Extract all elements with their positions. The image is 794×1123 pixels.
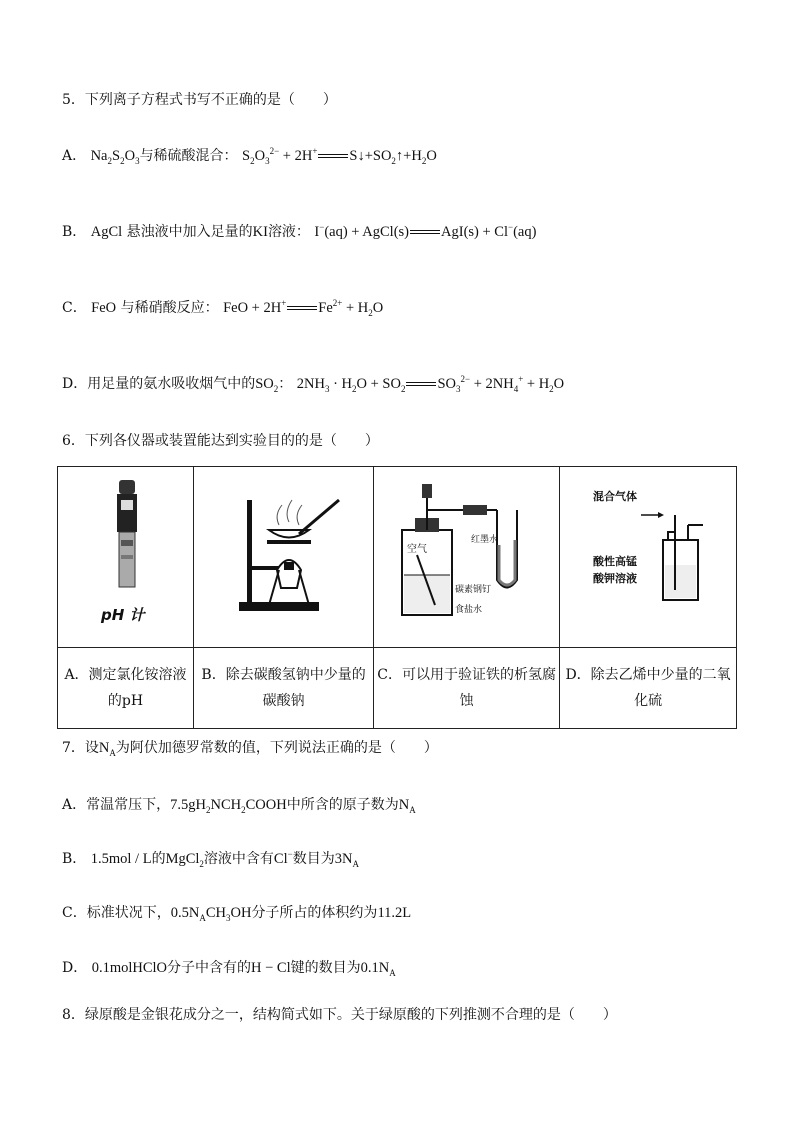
ph-meter-label: pH 计: [100, 606, 145, 624]
option-c-caption[interactable]: C．可以用于验证铁的析氢腐 蚀: [374, 648, 560, 729]
q7-option-c[interactable]: C．标准状况下，$0.5N_ACH_3OH$分子所占的体积约为11.2L: [62, 905, 412, 923]
ph-meter-image: [61, 470, 191, 640]
gas-wash-cell: [560, 467, 737, 648]
q5-stem: 5．下列离子方程式书写不正确的是（ ）: [62, 92, 337, 108]
steel-nail-label: 碳素钢钉: [454, 585, 491, 595]
evaporation-dish-image: [199, 470, 369, 640]
q7-option-d[interactable]: D． 0.1molHClO分子中含有的H − Cl键的数目为$0.1N_A$: [62, 960, 396, 978]
kmno4-label-1: 酸性高锰: [593, 555, 638, 568]
q7-stem: 7．设$N_A$为阿伏加德罗常数的值，下列说法正确的是（ ）: [62, 740, 438, 758]
salt-water-label: 食盐水: [454, 605, 482, 615]
gas-washing-bottle-image: [563, 470, 733, 640]
q6-stem: 6．下列各仪器或装置能达到实验目的的是（ ）: [62, 433, 379, 449]
q7-option-a[interactable]: A．常温常压下，$7.5gH_2NCH_2COOH$中所含的原子数为$N_A$: [62, 797, 416, 815]
corrosion-apparatus-image: [377, 470, 557, 640]
apparatus-table: [57, 466, 737, 729]
option-a-caption[interactable]: A．测定氯化铵溶液 的pH: [58, 648, 194, 729]
evaporation-cell: [194, 467, 374, 648]
ph-meter-cell: [58, 467, 194, 648]
q5-option-b[interactable]: B． AgCl 悬浊液中加入足量的KI溶液： I−(aq) + AgCl(s) AgI(s) + Cl−(aq): [62, 222, 537, 240]
option-b-caption[interactable]: B．除去碳酸氢钠中少量的 碳酸钠: [194, 648, 374, 729]
option-d-caption[interactable]: D．除去乙烯中少量的二氧 化硫: [560, 648, 737, 729]
air-label: 空气: [406, 544, 427, 555]
q5-option-c[interactable]: C． FeO 与稀硝酸反应： FeO + 2H+ $Fe^{2+} + H_2O$: [62, 298, 384, 318]
q5-option-a[interactable]: A． $Na_2S_2O_3$与稀硫酸混合： $S_2O_3^{2-} + 2H^+$ $S↓+SO_2↑+H_2O$: [62, 146, 437, 166]
q7-option-b[interactable]: B． 1.5mol / L的MgCl$_2$溶液中含有Cl−数目为$3N_A$: [62, 849, 359, 869]
kmno4-label-2: 酸钾溶液: [593, 572, 638, 585]
red-ink-label: 红墨水: [470, 535, 498, 545]
mixed-gas-label: 混合气体: [593, 490, 638, 503]
corrosion-cell: [374, 467, 560, 648]
q5-option-d[interactable]: D．用足量的氨水吸收烟气中的$SO_2$： $2NH_3 \cdot H_2O + SO_2$ $SO_3^{2-} + 2NH_4^+ + H_2O$: [62, 374, 565, 394]
q8-stem: 8．绿原酸是金银花成分之一，结构简式如下。关于绿原酸的下列推测不合理的是（ ）: [62, 1007, 617, 1023]
